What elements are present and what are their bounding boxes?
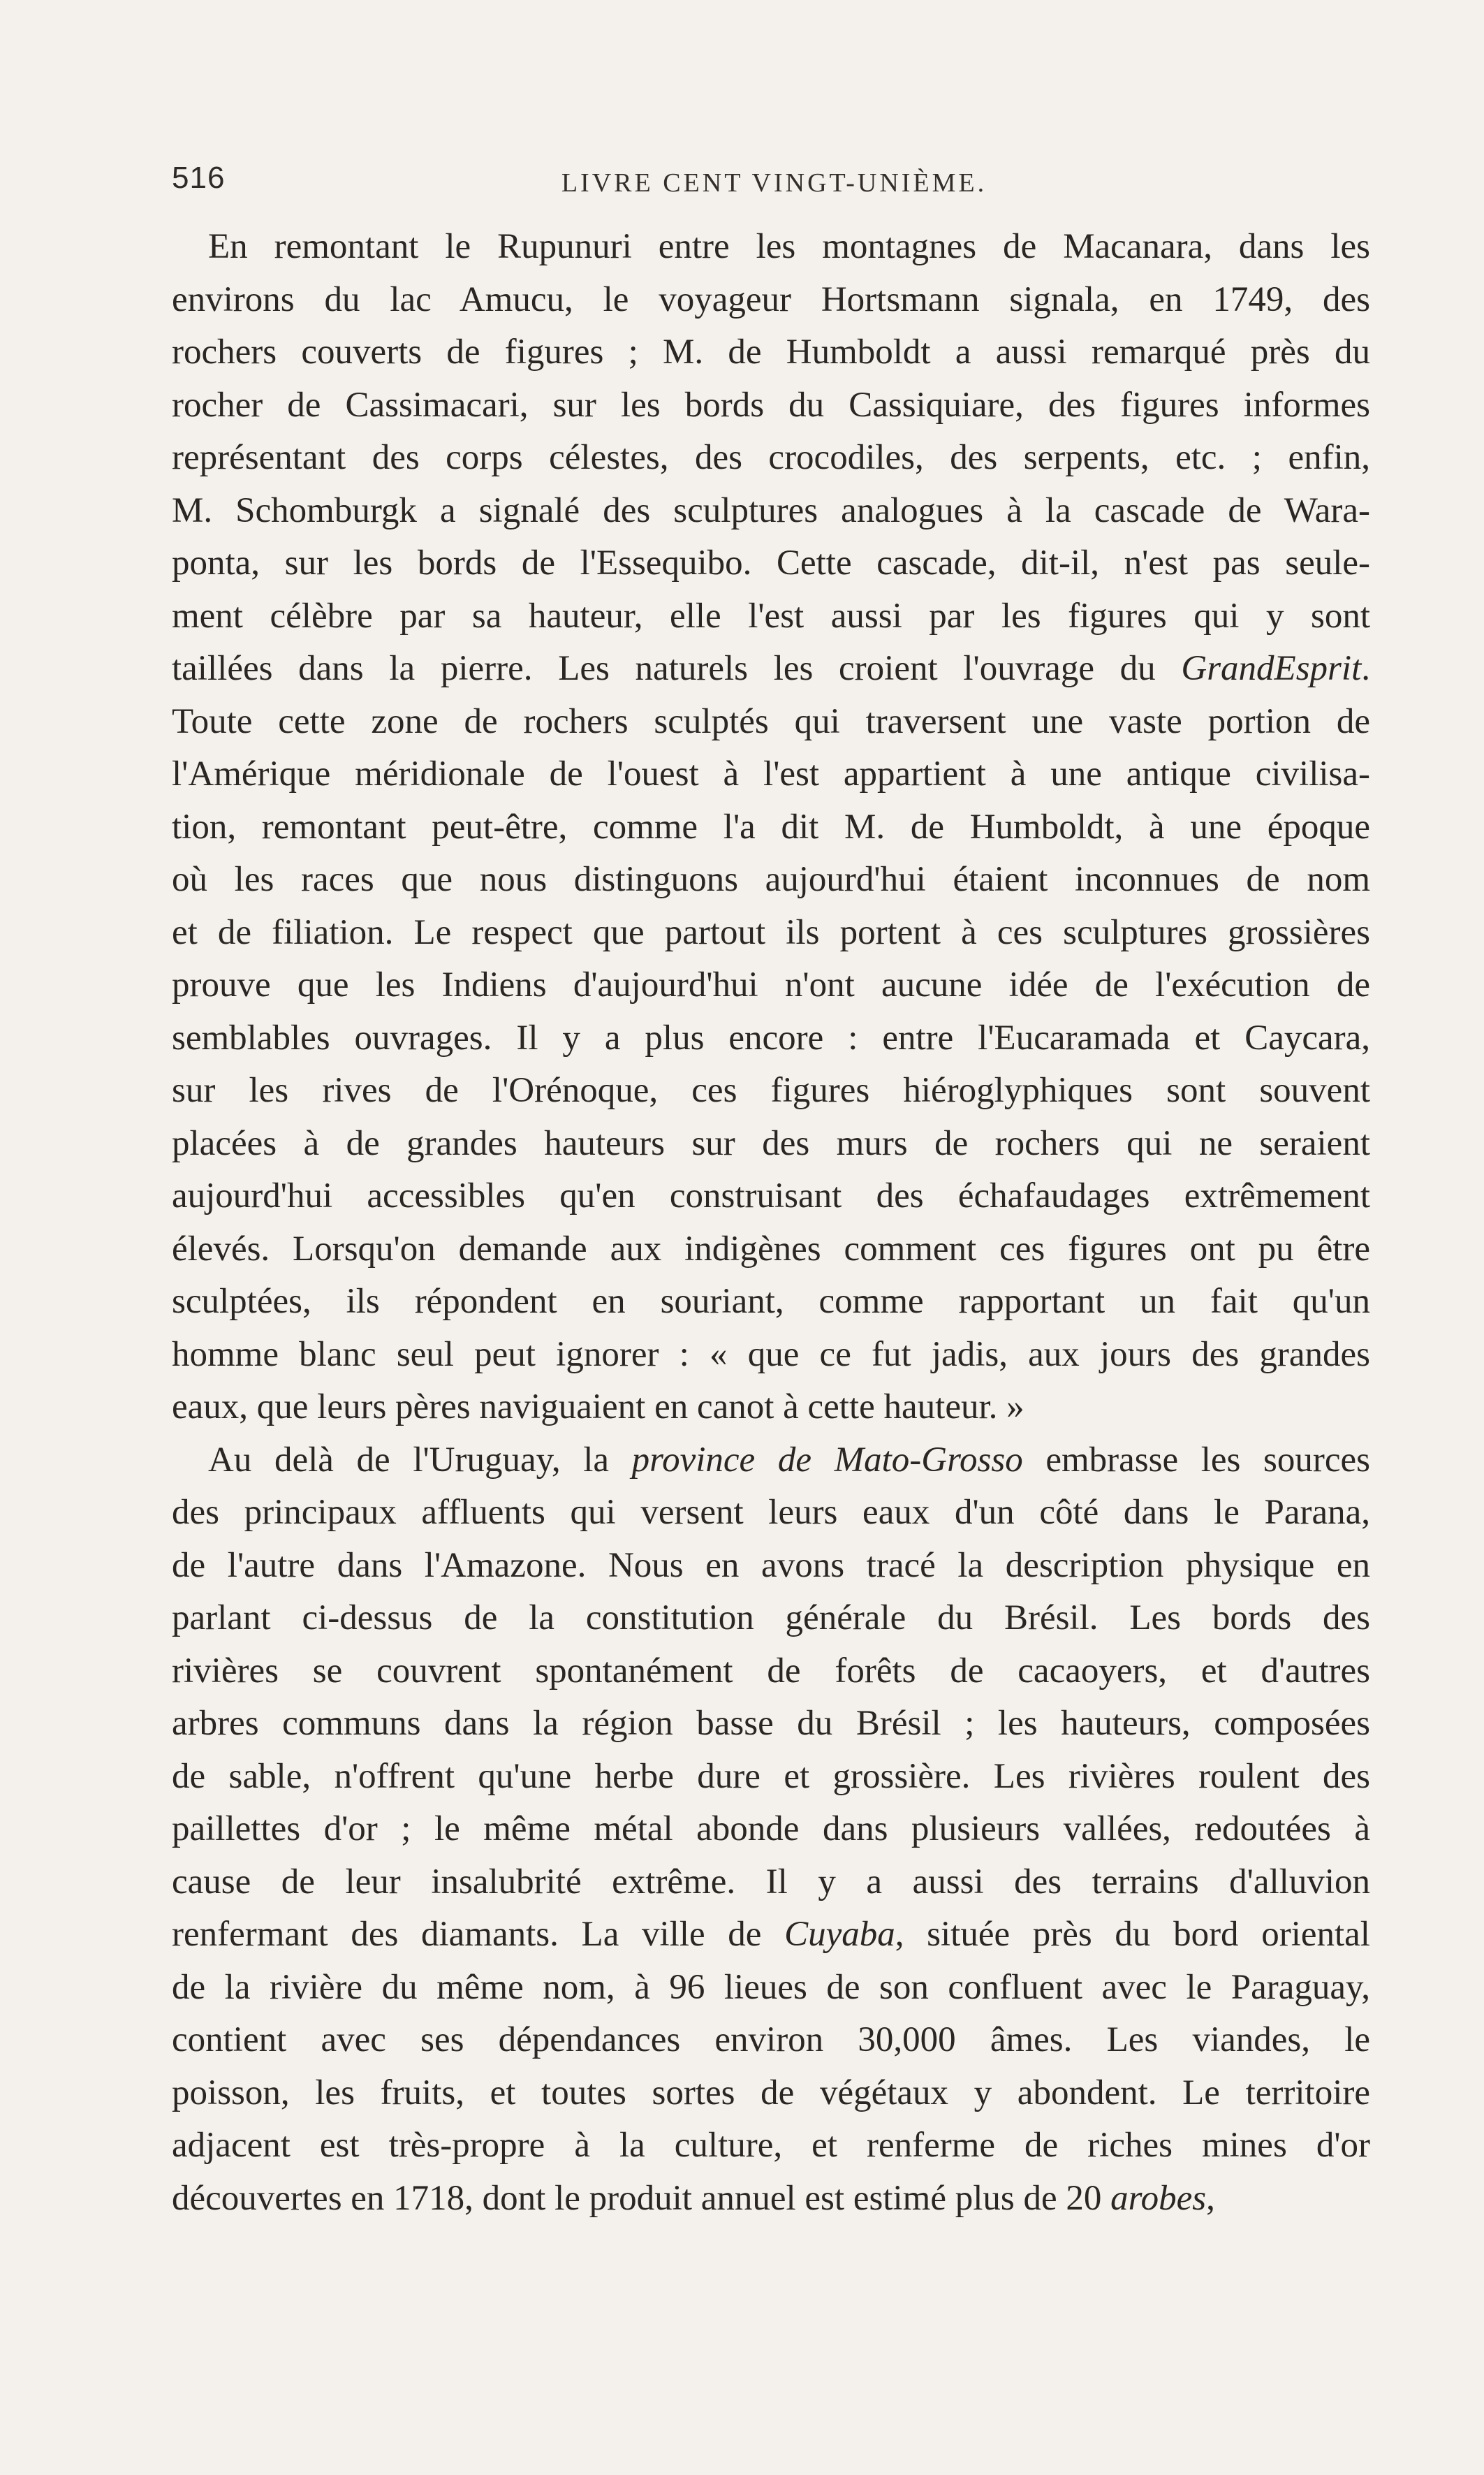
text-run: embrasse les sources (1022, 1440, 1370, 1480)
text-line: de la rivière du même nom, à 96 lieues de son confluent avec le Paraguay, (172, 1967, 1370, 2007)
text-line (172, 643, 1370, 696)
text-line: des principaux affluents qui versent leurs eaux d'un côté dans le Parana, (172, 1493, 1370, 1532)
text-line: élevés. Lorsqu'on demande aux indigènes comment ces figures ont pu être (172, 1229, 1370, 1269)
text-line: ment célèbre par sa hauteur, elle l'est aussi par les figures qui y sont (172, 596, 1370, 636)
text-line: contient avec ses dépendances environ 30,000 âmes. Les viandes, le (172, 2020, 1370, 2059)
text-run: Au delà de l'Uruguay, la (208, 1440, 632, 1480)
text-line: l'Amérique méridionale de l'ouest à l'est appartient à une antique civilisa- (172, 754, 1370, 794)
text-run: . (1361, 649, 1370, 688)
text-line: M. Schomburgk a signalé des sculptures analogues à la cascade de Wara- (172, 490, 1370, 530)
text-line: parlant ci-dessus de la constitution générale du Brésil. Les bords des (172, 1598, 1370, 1637)
text-line: rocher de Cassimacari, sur les bords du Cassiquiare, des figures informes (172, 385, 1370, 425)
text-line: et de filiation. Le respect que partout ils portent à ces sculptures grossières (172, 912, 1370, 952)
text-line: poisson, les fruits, et toutes sortes de végétaux y abondent. Le territoire (172, 2073, 1370, 2112)
text-line: arbres communs dans la région basse du Brésil ; les hauteurs, composées (172, 1704, 1370, 1743)
italic-run: arobes (1110, 2178, 1207, 2218)
text-line: semblables ouvrages. Il y a plus encore : entre l'Eucaramada et Caycara, (172, 1018, 1370, 1058)
text-line (172, 2173, 1370, 2226)
running-head: LIVRE CENT VINGT-UNIÈME. (561, 168, 987, 198)
text-line: adjacent est très-propre à la culture, et renferme de riches mines d'or (172, 2126, 1370, 2165)
text-line: de sable, n'offrent qu'une herbe dure et grossière. Les rivières roulent des (172, 1756, 1370, 1796)
text-line: En remontant le Rupunuri entre les montagnes de Macanara, dans les (208, 227, 1370, 266)
text-run: taillées dans la pierre. Les naturels les croient l'ouvrage du (172, 649, 1182, 688)
body-text (172, 221, 1370, 2225)
text-line: rivières se couvrent spontanément de forêts de cacaoyers, et d'autres (172, 1651, 1370, 1691)
page-number: 516 (172, 161, 226, 195)
text-run: , située près du bord oriental (895, 1915, 1370, 1954)
text-line: de l'autre dans l'Amazone. Nous en avons tracé la description physique en (172, 1545, 1370, 1585)
italic-run: GrandEsprit (1181, 649, 1362, 688)
text-line: environs du lac Amucu, le voyageur Hortsmann signala, en 1749, des (172, 279, 1370, 319)
text-line: rochers couverts de figures ; M. de Humboldt a aussi remarqué près du (172, 333, 1370, 372)
text-line (172, 1434, 1370, 1487)
text-line: sculptées, ils répondent en souriant, comme rapportant un fait qu'un (172, 1282, 1370, 1321)
text-line: cause de leur insalubrité extrême. Il y a aussi des terrains d'alluvion (172, 1862, 1370, 1901)
text-run: découvertes en 1718, dont le produit annuel est estimé plus de 20 (172, 2178, 1111, 2218)
text-line: où les races que nous distinguons aujourd'hui étaient inconnues de nom (172, 860, 1370, 899)
text-run: renfermant des diamants. La ville de (172, 1915, 785, 1954)
text-line: représentant des corps célestes, des crocodiles, des serpents, etc. ; enfin, (172, 438, 1370, 477)
text-line: prouve que les Indiens d'aujourd'hui n'ont aucune idée de l'exécution de (172, 965, 1370, 1005)
page-header (172, 161, 1376, 210)
text-line: tion, remontant peut-être, comme l'a dit M. de Humboldt, à une époque (172, 807, 1370, 847)
text-line: sur les rives de l'Orénoque, ces figures hiéroglyphiques sont souvent (172, 1071, 1370, 1110)
text-line: Toute cette zone de rochers sculptés qui traversent une vaste portion de (172, 701, 1370, 741)
text-line: homme blanc seul peut ignorer : « que ce fut jadis, aux jours des grandes (172, 1334, 1370, 1374)
text-line: paillettes d'or ; le même métal abonde dans plusieurs vallées, redoutées à (172, 1809, 1370, 1848)
text-line: placées à de grandes hauteurs sur des murs de rochers qui ne seraient (172, 1123, 1370, 1163)
italic-run: Cuyaba (784, 1915, 895, 1954)
text-line (172, 1908, 1370, 1962)
text-line: eaux, que leurs pères naviguaient en canot à cette hauteur. » (172, 1387, 1024, 1426)
text-run: , (1206, 2178, 1215, 2218)
text-line: ponta, sur les bords de l'Essequibo. Cette cascade, dit-il, n'est pas seule- (172, 543, 1370, 583)
italic-run: province de Mato-Grosso (631, 1440, 1023, 1480)
text-line: aujourd'hui accessibles qu'en construisant des échafaudages extrêmement (172, 1176, 1370, 1215)
